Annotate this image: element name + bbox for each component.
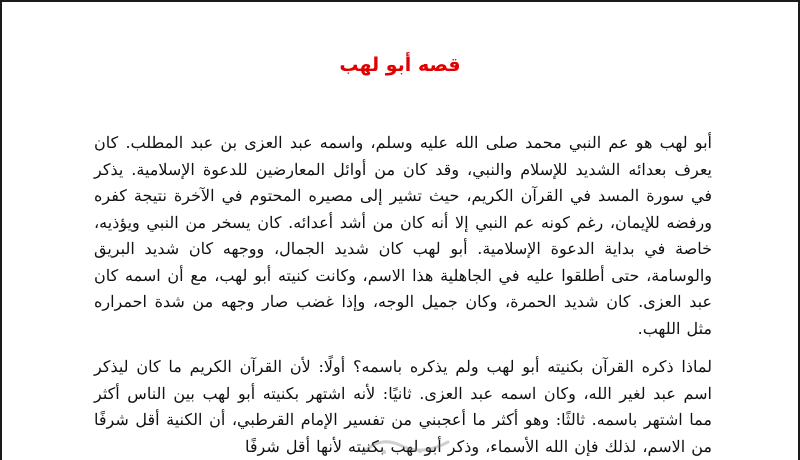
watermark-logo — [362, 432, 452, 458]
document-title: قصه أبو لهب — [339, 54, 461, 76]
paragraph-2: لماذا ذكره القرآن بكنيته أبو لهب ولم يذكره باسمه؟ أولًا: لأن القرآن الكريم ما كان ليذكر اسم عبد لغير الله، وكان اسمه عبد العزى. ثانيًا: لأنه اشتهر بكنيته أبو لهب بين الناس أكثر مما اشتهر باسمه. ثالثًا: وهو أكثر ما أعجبني من تفسير الإمام القرطبي، أن الكنية أقل شرفًا من الاسم، لذلك فإن الله الأسماء، وذكر أبو لهب بكنيته لأنها أقل شرفًا — [94, 357, 713, 456]
paragraph-1: أبو لهب هو عم النبي محمد صلى الله عليه وسلم، واسمه عبد العزى بن عبد المطلب. كان يعرف بعدائه الشديد للإسلام والنبي، وقد كان من أوائل المعارضين للدعوة الإسلامية. يذكر في سورة المسد في القرآن الكريم، حيث تشير إلى مصيره المحتوم في الآخرة نتيجة كفره ورفضه للإيمان، رغم كونه عم النبي إلا أنه كان من أشد أعدائه. كان يسخر من النبي ويؤذيه، خاصة في بداية الدعوة الإسلامية. أبو لهب كان شديد الجمال، ووجهه كان شديد البريق والوسامة، حتى أطلقوا عليه في الجاهلية هذا الاسم، وكانت كنيته أبو لهب، مع أن اسمه كان عبد العزى. كان شديد الحمرة، وكان جميل الوجه، وإذا غضب صار وجهه من شدة احمراره مثل اللهب. — [94, 133, 712, 338]
